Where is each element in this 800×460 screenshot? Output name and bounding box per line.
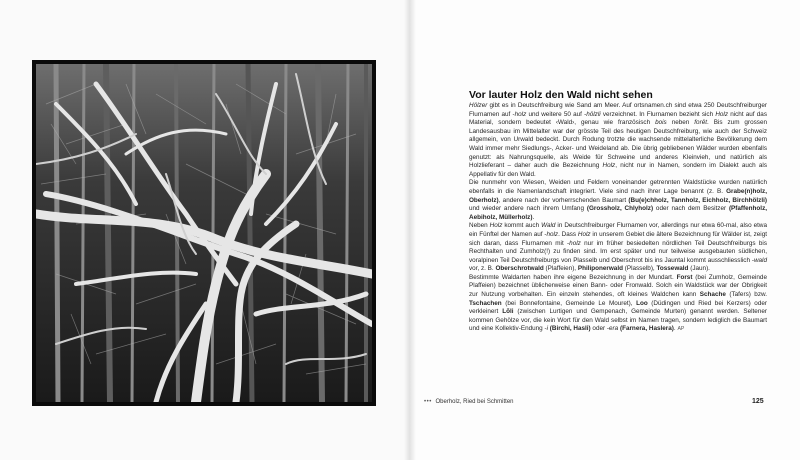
text-run: Hölzer [469,102,488,109]
text-run: (zwischen Lurtigen und Gempenach, Gemeinde Murten) genannt werden. Seltener kommen Gehölze vor, die kein Wort für den Wald selbst im Namen tragen, sondern lediglich die Baumart und eine Kollektiv-Endung - [469,308,767,333]
text-run: era [609,325,619,333]
text-run: Oberschrotwald [495,265,544,273]
page-number: 125 [752,398,764,405]
text-run: (Plasselb), [622,265,657,273]
text-run: Philiponerwald [577,265,623,273]
forest-photo [32,60,376,406]
text-run: vor, z. B. [469,265,496,273]
text-run: Holz [715,110,729,118]
text-run: , nicht nur in Namen, sondern im Dialekt auch als Appellativ für den Wald. [469,162,767,178]
text-run: und wieder andere nach ihrem Umfang [469,205,587,213]
text-run: forêt [694,119,707,127]
text-run: bois [655,119,667,127]
text-run: (Tafers) bzw. [725,291,768,299]
text-run: . [532,213,535,221]
text-run: (Düdingen und Ried bei Kerzers) oder verkleinert [469,299,768,316]
text-run: Neben [469,222,490,230]
text-run: holz [546,230,559,238]
text-run: i [546,325,549,333]
text-run: (Birchi, Hasli) [549,325,591,333]
text-run: in unserem Gebiet die ältere Bezeichnung für Wälder ist, zeigt sich daran, dass Flurnamen mit - [469,230,767,247]
text-run: Bestimmte Waldarten haben ihre eigene Bezeichnung in der Mundart. [469,273,677,281]
text-run: (Bu(e)chholz, Tannholz, Eichholz, Birchhölzli) [628,196,767,204]
text-run: Forst [676,273,693,281]
text-run: oder - [590,325,610,333]
text-run: verzeichnet. In Flurnamen bezieht sich [600,110,716,118]
article-paragraph [469,274,767,334]
text-run: holz [514,110,527,118]
text-run: Holz [602,162,616,170]
text-run: (bei Bonnefontaine, Gemeinde Le Mouret), [501,299,637,307]
text-run: nur im früher besiedelten nördlichen Teil Deutschfreiburgs bis Rechthalten und Zumholz(!) zu finden sind. Im erst später und nur teilweise ausgebauten südlichen, voralpinen Teil Deutschfreiburgs von Plasselb und Oberschrot bis ins Jauntal kommt ausschliesslich - [469,239,767,264]
text-run: . Dass [558,230,578,238]
text-run: und weitere 50 auf - [526,110,587,118]
text-run: neben [666,119,695,127]
article-paragraph [469,102,767,179]
text-run: oder nach dem Besitzer [653,205,729,213]
text-run: (Pfaffenholz, Aebiholz, Müllerholz) [469,205,767,221]
photo-caption [424,399,514,405]
text-run: , andere nach der vorherrschenden Baumart [498,196,629,204]
forest-photo-graphic [36,64,372,402]
text-run: wald [753,256,767,264]
text-run: (Grossholz, Chlyholz) [586,205,654,213]
caption-marker: ••• [424,399,432,405]
text-run: Holz [577,230,591,238]
caption-text: Oberholz, Ried bei Schmitten [435,399,514,405]
text-run: (bei Zumholz, Gemeinde Plaffeien) bezeichnet üblicherweise einen Bann- oder Fronwald. Solch ein Waldstück war der Obrigkeit zur Nutzung vorbehalten. Ein einzeln stehendes, oft kleines Waldchen kann [469,273,767,299]
text-run: . [673,325,678,333]
text-run: Die nunmehr von Wiesen, Weiden und Feldern voneinander getrennten Waldstücke wurden natürlich ebenfalls in die Namenlandschaft integriert. Viele sind nach ihrer Lage benannt (z. B. [469,179,767,195]
book-gutter [404,0,416,460]
author-initials: AP [677,326,685,333]
text-run: hölzli [586,110,601,118]
text-run: (Jaun). [688,265,710,273]
text-run: Loo [636,299,648,307]
text-run: (Plaffeien), [543,265,578,273]
text-run: Wald [541,222,556,230]
text-run: kommt auch [502,222,542,230]
text-run: gibt es in Deutschfreiburg wie Sand am Meer. Auf ortsnamen.ch sind etwa 250 Deutschfreiburger Flurnamen auf - [469,102,767,118]
text-run: nicht auf das Material, sondern bedeutet ‹Wald›, genau wie französisch [469,110,768,127]
article-title: Vor lauter Holz den Wald nicht sehen [469,89,653,101]
article-paragraph [469,222,767,274]
text-run: . Bis zum grossen Landesausbau im Mittelalter war der grösste Teil des heutigen Deutschfreiburg, wie auch der Schweiz allgemein, von Urwald bedeckt. Durch Rodung trotzte die wachsende mittelalterliche Bevölkerung dem Wald immer mehr Siedlungs-, Acker- und Weideland ab. Die übrig gebliebenen Wälder wurden ebenfalls genutzt: als Nahrungsquelle, als Weide für Schweine und anderes Kleinvieh, und natürlich als Holzlieferant – daher auch die Bezeichnung [469,119,767,170]
text-run: holz [569,239,581,247]
text-run: Grabe(n)holz, Oberholz) [469,187,767,204]
text-run: Tschachen [469,299,502,307]
text-run: in Deutschfreiburger Flurnamen vor, allerdings nur etwa 60-mal, also etwa ein Fünftel der Namen auf - [469,222,767,238]
text-run: Holz [489,222,503,230]
text-run: (Farnera, Haslera) [619,325,674,333]
text-run: Tossewald [656,265,689,273]
text-run: Schache [699,291,726,299]
text-run: Lõli [502,308,514,316]
article-body [469,102,767,334]
article-paragraph [469,179,767,222]
